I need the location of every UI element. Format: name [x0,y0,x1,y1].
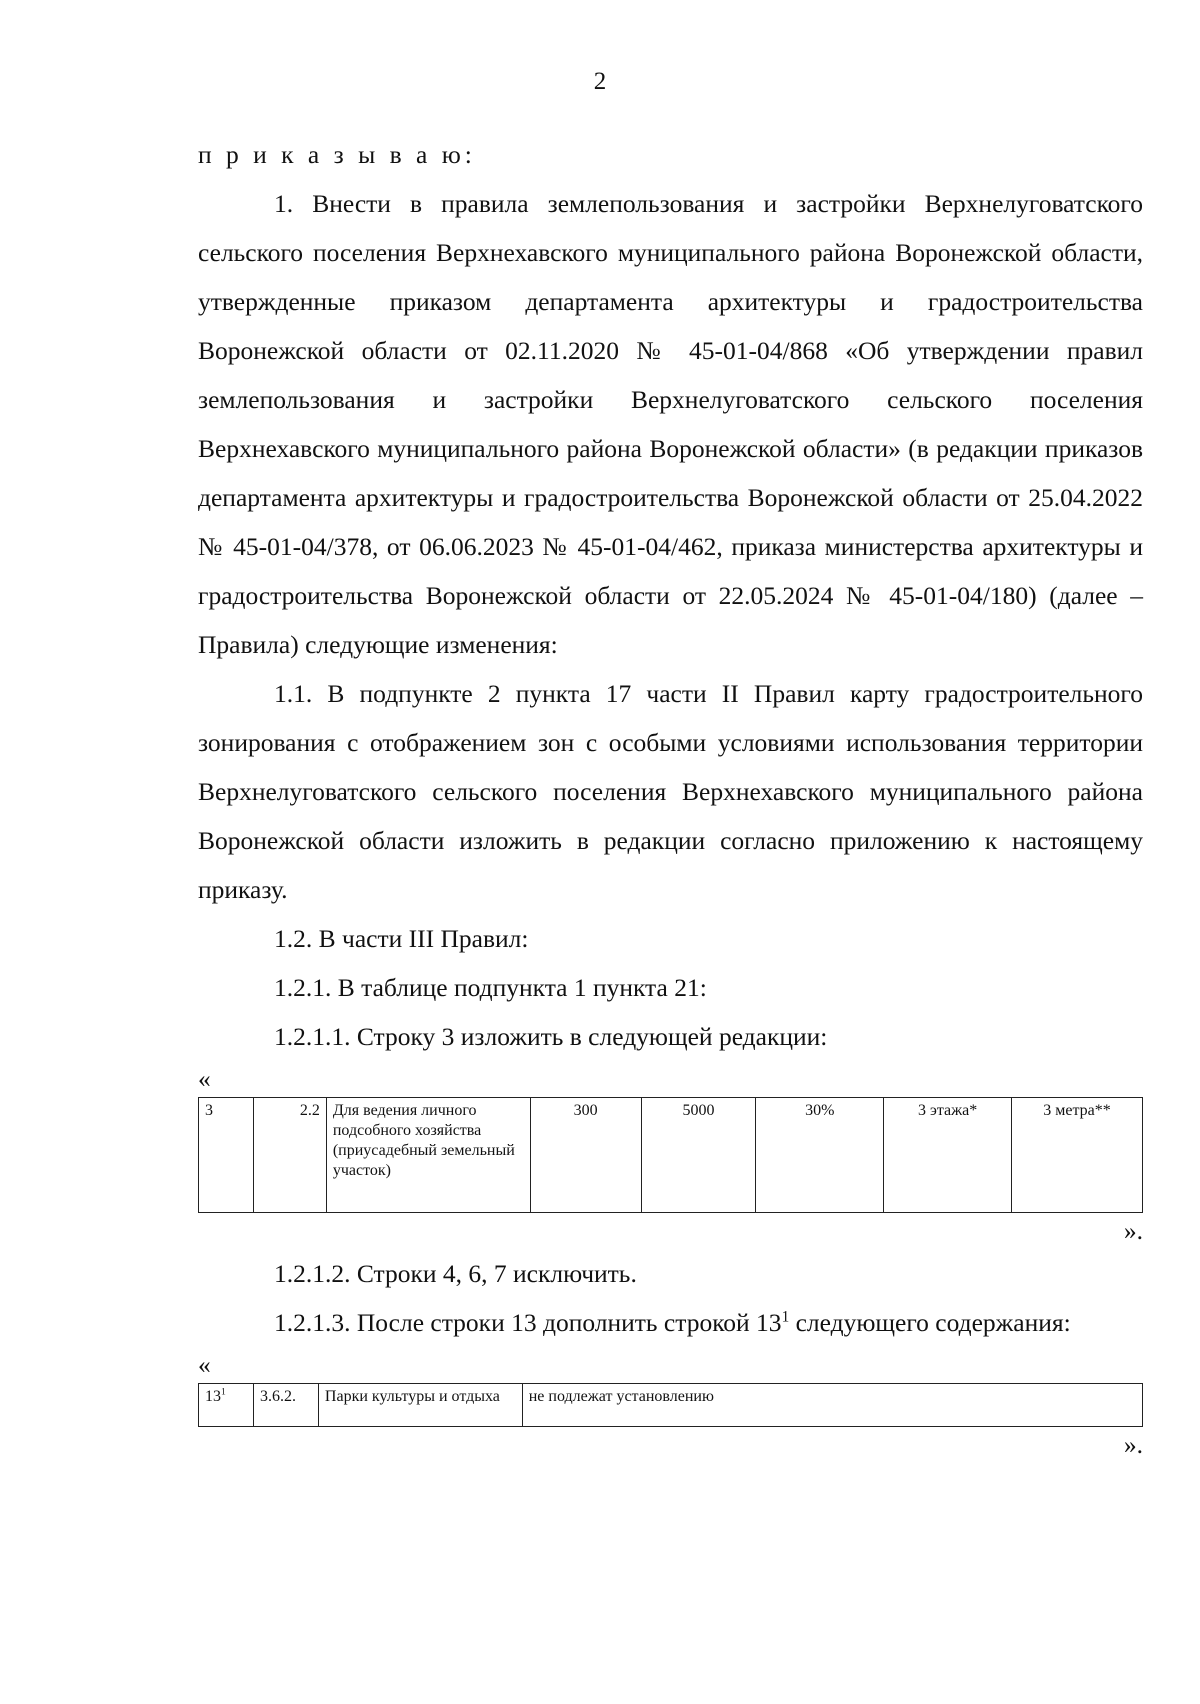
cell-num-text: 13 [205,1388,221,1405]
superscript: 1 [781,1308,790,1326]
cell-percent: 30% [756,1098,884,1213]
paragraph-1-2-1: 1.2.1. В таблице подпункта 1 пункта 21: [274,973,707,1002]
cell-floors: 3 этажа* [884,1098,1012,1213]
quote-open-2: « [198,1350,211,1379]
quote-close-2: ». [1123,1430,1143,1459]
document-body [198,130,1143,1463]
table-row [199,1098,1143,1213]
paragraph-1-1: 1.1. В подпункте 2 пункта 17 части II Правил карту градостроительного зонирования с отображением зон с особыми условиями использования территории Верхнелуговатского сельского поселения Верхнехавского муниципального района Воронежской области изложить в редакции согласно приложению к настоящему приказу. [198,679,1143,904]
cell-num [199,1384,254,1427]
page-number: 2 [593,68,607,95]
quote-open-1: « [198,1064,211,1093]
paragraph-1-2: 1.2. В части III Правил: [274,924,529,953]
table-row-3 [198,1097,1143,1213]
paragraph-1-2-1-3-end: следующего содержания: [789,1308,1071,1337]
cell-num: 3 [199,1098,254,1213]
cell-max-area: 5000 [641,1098,756,1213]
quote-close-1: ». [1123,1216,1143,1245]
table-row [199,1384,1143,1427]
cell-name: Парки культуры и отдыха [318,1384,522,1427]
paragraph-1-2-1-2: 1.2.1.2. Строки 4, 6, 7 исключить. [274,1259,637,1288]
cell-value: не подлежат установлению [522,1384,1142,1427]
superscript: 1 [221,1386,226,1398]
cell-min-area: 300 [530,1098,641,1213]
order-word: п р и к а з ы в а ю: [198,140,476,169]
paragraph-1-2-1-3-start: 1.2.1.3. После строки 13 дополнить строкой 13 [274,1308,782,1337]
paragraph-1: 1. Внести в правила землепользования и застройки Верхнелуговатского сельского поселения Верхнехавского муниципального района Воронежской области, утвержденные приказом департамента архитектуры и градостроительства Воронежской области от 02.11.2020 № 45-01-04/868 «Об утверждении правил землепользования и застройки Верхнелуговатского сельского поселения Верхнехавского муниципального района Воронежской области» (в редакции приказов департамента архитектуры и градостроительства Воронежской области от 25.04.2022 № 45-01-04/378, от 06.06.2023 № 45-01-04/462, приказа министерства архитектуры и градостроительства Воронежской области от 22.05.2024 № 45-01-04/180) (далее – Правила) следующие изменения: [198,189,1143,659]
paragraph-1-2-1-1: 1.2.1.1. Строку 3 изложить в следующей редакции: [274,1022,828,1051]
paragraph-1-2-1-3 [198,1298,1143,1347]
cell-code: 2.2 [253,1098,326,1213]
cell-code: 3.6.2. [253,1384,318,1427]
cell-name: Для ведения личного подсобного хозяйства (приусадебный земельный участок) [326,1098,530,1213]
cell-setback: 3 метра** [1012,1098,1143,1213]
table-row-13-1 [198,1383,1143,1427]
